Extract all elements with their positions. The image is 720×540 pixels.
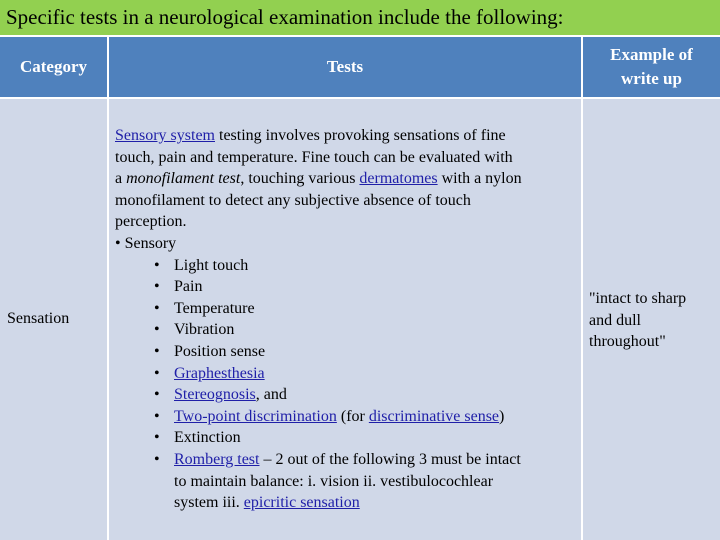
header-example-line2: write up — [621, 69, 682, 88]
text-line — [115, 233, 522, 255]
bullet-icon: • — [154, 278, 160, 296]
bullet-icon: • — [154, 321, 160, 339]
text-segment: ) — [499, 407, 505, 425]
bullet-item — [115, 298, 522, 320]
text-segment: – 2 out of the following 3 must be intact — [259, 450, 521, 468]
bullet-item — [115, 255, 522, 277]
link[interactable]: epicritic sensation — [243, 494, 360, 512]
text-line — [115, 471, 522, 493]
bullet-item — [115, 341, 522, 363]
link[interactable]: Romberg test — [174, 450, 260, 468]
example-line: and dull — [589, 311, 641, 329]
text-line — [115, 190, 522, 212]
link[interactable]: discriminative sense — [368, 407, 500, 425]
bullet-item — [115, 406, 522, 428]
bullet-icon: • — [154, 364, 160, 382]
category-sensation: Sensation — [7, 310, 70, 327]
link[interactable]: Stereognosis — [174, 386, 256, 404]
bullet-icon: • — [154, 407, 160, 425]
text-line — [115, 211, 522, 233]
text-line — [115, 168, 522, 190]
bullet-icon: • — [154, 342, 160, 360]
bullet-icon: • — [154, 299, 160, 317]
link[interactable]: Graphesthesia — [174, 364, 265, 382]
bullet-icon: • — [154, 429, 160, 447]
text-segment: perception. — [115, 213, 187, 231]
text-segment: (for — [336, 407, 369, 425]
bullet-item — [115, 449, 522, 471]
bullet-icon: • — [154, 386, 160, 404]
text-line — [115, 125, 522, 147]
text-segment: Temperature — [174, 299, 255, 317]
bullet-item — [115, 276, 522, 298]
text-segment: monofilament to detect any subjective absence of touch — [115, 191, 471, 209]
text-segment: testing involves provoking sensations of fine — [215, 127, 506, 144]
text-segment: Extinction — [174, 429, 241, 447]
text-segment: • Sensory — [115, 234, 177, 252]
bullet-icon: • — [154, 450, 160, 468]
text-line — [115, 147, 522, 169]
header-example — [583, 37, 720, 97]
text-segment: system iii. — [174, 494, 244, 512]
link[interactable]: dermatomes — [359, 170, 438, 188]
example-writeup — [589, 288, 686, 353]
text-segment: to maintain balance: i. vision ii. vestibulocochlear — [174, 472, 494, 490]
bullet-item — [115, 384, 522, 406]
bullet-item — [115, 427, 522, 449]
text-line — [115, 492, 522, 514]
text-segment: monofilament test — [126, 170, 241, 188]
tests-text — [115, 125, 522, 514]
text-segment: Position sense — [174, 342, 266, 360]
link[interactable]: Two-point discrimination — [174, 407, 337, 425]
slide-title: Specific tests in a neurological examination include the following: — [0, 0, 720, 35]
text-segment: Light touch — [174, 256, 249, 274]
text-segment: with a nylon — [437, 170, 522, 188]
link[interactable]: Sensory system — [115, 127, 215, 144]
text-segment: , and — [255, 386, 287, 404]
text-segment: Vibration — [174, 321, 235, 339]
bullet-icon: • — [154, 256, 160, 274]
text-segment: touch, pain and temperature. Fine touch can be evaluated with — [115, 148, 513, 166]
text-segment: Pain — [174, 278, 203, 296]
header-example-line1: Example of — [610, 45, 693, 64]
header-category: Category — [0, 37, 107, 97]
example-line: "intact to sharp — [589, 290, 687, 307]
header-tests: Tests — [109, 37, 581, 97]
text-segment: , touching various — [240, 170, 360, 188]
bullet-item — [115, 319, 522, 341]
example-line: throughout" — [589, 333, 666, 351]
text-segment: a — [115, 170, 127, 188]
bullet-item — [115, 363, 522, 385]
